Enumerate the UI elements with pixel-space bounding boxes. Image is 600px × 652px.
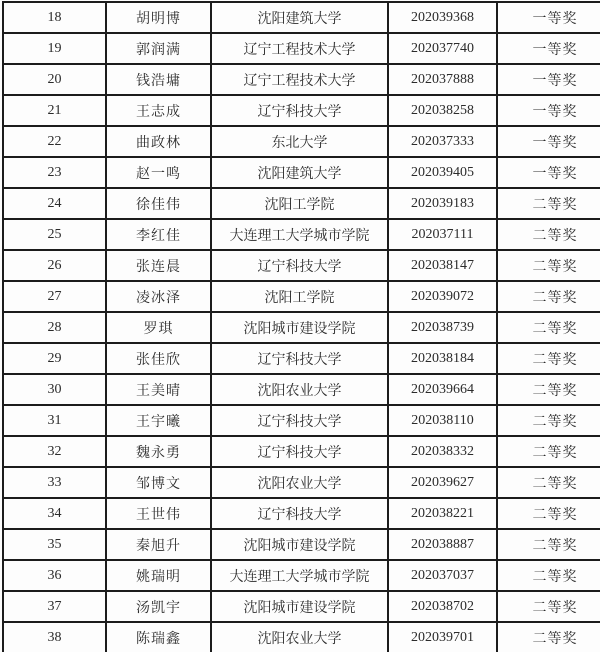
cell-index: 19 xyxy=(3,33,106,64)
cell-school: 辽宁工程技术大学 xyxy=(211,64,388,95)
cell-school: 辽宁科技大学 xyxy=(211,498,388,529)
cell-school: 沈阳农业大学 xyxy=(211,374,388,405)
table-row xyxy=(3,281,600,312)
table-row xyxy=(3,64,600,95)
cell-award: 二等奖 xyxy=(497,281,600,312)
cell-award: 二等奖 xyxy=(497,405,600,436)
table-row xyxy=(3,374,600,405)
cell-school: 辽宁科技大学 xyxy=(211,405,388,436)
cell-id: 202039072 xyxy=(388,281,497,312)
cell-award: 一等奖 xyxy=(497,2,600,33)
cell-name: 李红佳 xyxy=(106,219,211,250)
cell-id: 202039627 xyxy=(388,467,497,498)
cell-award: 二等奖 xyxy=(497,436,600,467)
table-row xyxy=(3,95,600,126)
cell-award: 一等奖 xyxy=(497,64,600,95)
cell-id: 202037037 xyxy=(388,560,497,591)
table-row xyxy=(3,157,600,188)
cell-index: 31 xyxy=(3,405,106,436)
cell-school: 沈阳城市建设学院 xyxy=(211,529,388,560)
cell-name: 秦旭升 xyxy=(106,529,211,560)
cell-index: 28 xyxy=(3,312,106,343)
cell-index: 18 xyxy=(3,2,106,33)
cell-award: 一等奖 xyxy=(497,126,600,157)
cell-id: 202038147 xyxy=(388,250,497,281)
cell-id: 202038702 xyxy=(388,591,497,622)
cell-id: 202039183 xyxy=(388,188,497,219)
cell-name: 魏永勇 xyxy=(106,436,211,467)
cell-index: 38 xyxy=(3,622,106,652)
cell-id: 202038258 xyxy=(388,95,497,126)
cell-id: 202038110 xyxy=(388,405,497,436)
cell-index: 36 xyxy=(3,560,106,591)
table-row xyxy=(3,560,600,591)
cell-index: 25 xyxy=(3,219,106,250)
cell-school: 沈阳农业大学 xyxy=(211,467,388,498)
cell-index: 29 xyxy=(3,343,106,374)
cell-id: 202039701 xyxy=(388,622,497,652)
cell-id: 202038887 xyxy=(388,529,497,560)
cell-name: 邹博文 xyxy=(106,467,211,498)
cell-award: 二等奖 xyxy=(497,374,600,405)
cell-name: 徐佳伟 xyxy=(106,188,211,219)
cell-index: 24 xyxy=(3,188,106,219)
cell-award: 二等奖 xyxy=(497,250,600,281)
cell-school: 辽宁科技大学 xyxy=(211,95,388,126)
table-row xyxy=(3,312,600,343)
cell-award: 二等奖 xyxy=(497,219,600,250)
cell-id: 202038184 xyxy=(388,343,497,374)
table-row xyxy=(3,219,600,250)
cell-id: 202037888 xyxy=(388,64,497,95)
cell-name: 胡明博 xyxy=(106,2,211,33)
cell-school: 沈阳农业大学 xyxy=(211,622,388,652)
cell-index: 30 xyxy=(3,374,106,405)
cell-award: 一等奖 xyxy=(497,95,600,126)
cell-name: 曲政林 xyxy=(106,126,211,157)
table-row xyxy=(3,126,600,157)
cell-award: 二等奖 xyxy=(497,529,600,560)
cell-name: 郭润满 xyxy=(106,33,211,64)
cell-index: 27 xyxy=(3,281,106,312)
cell-name: 汤凯宇 xyxy=(106,591,211,622)
cell-school: 沈阳城市建设学院 xyxy=(211,591,388,622)
award-results-table xyxy=(2,1,600,652)
cell-name: 赵一鸣 xyxy=(106,157,211,188)
cell-award: 二等奖 xyxy=(497,467,600,498)
cell-name: 张佳欣 xyxy=(106,343,211,374)
cell-award: 二等奖 xyxy=(497,343,600,374)
cell-name: 姚瑞明 xyxy=(106,560,211,591)
table-row xyxy=(3,2,600,33)
cell-name: 王志成 xyxy=(106,95,211,126)
cell-id: 202038221 xyxy=(388,498,497,529)
cell-award: 二等奖 xyxy=(497,560,600,591)
cell-school: 辽宁科技大学 xyxy=(211,436,388,467)
cell-name: 王美晴 xyxy=(106,374,211,405)
cell-index: 22 xyxy=(3,126,106,157)
cell-id: 202039664 xyxy=(388,374,497,405)
cell-school: 沈阳城市建设学院 xyxy=(211,312,388,343)
cell-name: 陈瑞鑫 xyxy=(106,622,211,652)
table-row xyxy=(3,188,600,219)
cell-award: 一等奖 xyxy=(497,33,600,64)
cell-school: 沈阳工学院 xyxy=(211,281,388,312)
cell-name: 凌冰泽 xyxy=(106,281,211,312)
table-row xyxy=(3,529,600,560)
cell-id: 202037740 xyxy=(388,33,497,64)
cell-index: 32 xyxy=(3,436,106,467)
cell-award: 二等奖 xyxy=(497,188,600,219)
cell-award: 二等奖 xyxy=(497,591,600,622)
cell-index: 34 xyxy=(3,498,106,529)
cell-index: 33 xyxy=(3,467,106,498)
table-row xyxy=(3,622,600,652)
table-row xyxy=(3,467,600,498)
cell-name: 王宇曦 xyxy=(106,405,211,436)
cell-school: 辽宁工程技术大学 xyxy=(211,33,388,64)
cell-name: 王世伟 xyxy=(106,498,211,529)
award-table-body xyxy=(3,2,600,652)
table-row xyxy=(3,343,600,374)
cell-award: 一等奖 xyxy=(497,157,600,188)
cell-school: 东北大学 xyxy=(211,126,388,157)
table-row xyxy=(3,436,600,467)
table-row xyxy=(3,498,600,529)
cell-school: 辽宁科技大学 xyxy=(211,343,388,374)
cell-id: 202039405 xyxy=(388,157,497,188)
cell-index: 21 xyxy=(3,95,106,126)
cell-school: 大连理工大学城市学院 xyxy=(211,560,388,591)
cell-school: 沈阳工学院 xyxy=(211,188,388,219)
cell-award: 二等奖 xyxy=(497,498,600,529)
cell-index: 35 xyxy=(3,529,106,560)
cell-award: 二等奖 xyxy=(497,312,600,343)
cell-id: 202037111 xyxy=(388,219,497,250)
cell-name: 张连晨 xyxy=(106,250,211,281)
cell-school: 沈阳建筑大学 xyxy=(211,157,388,188)
cell-school: 大连理工大学城市学院 xyxy=(211,219,388,250)
cell-index: 23 xyxy=(3,157,106,188)
table-row xyxy=(3,591,600,622)
table-row xyxy=(3,405,600,436)
table-row xyxy=(3,33,600,64)
cell-school: 辽宁科技大学 xyxy=(211,250,388,281)
cell-name: 钱浩墉 xyxy=(106,64,211,95)
table-row xyxy=(3,250,600,281)
cell-id: 202039368 xyxy=(388,2,497,33)
cell-index: 37 xyxy=(3,591,106,622)
cell-id: 202038332 xyxy=(388,436,497,467)
cell-award: 二等奖 xyxy=(497,622,600,652)
cell-index: 26 xyxy=(3,250,106,281)
cell-id: 202037333 xyxy=(388,126,497,157)
cell-school: 沈阳建筑大学 xyxy=(211,2,388,33)
cell-index: 20 xyxy=(3,64,106,95)
cell-name: 罗琪 xyxy=(106,312,211,343)
cell-id: 202038739 xyxy=(388,312,497,343)
